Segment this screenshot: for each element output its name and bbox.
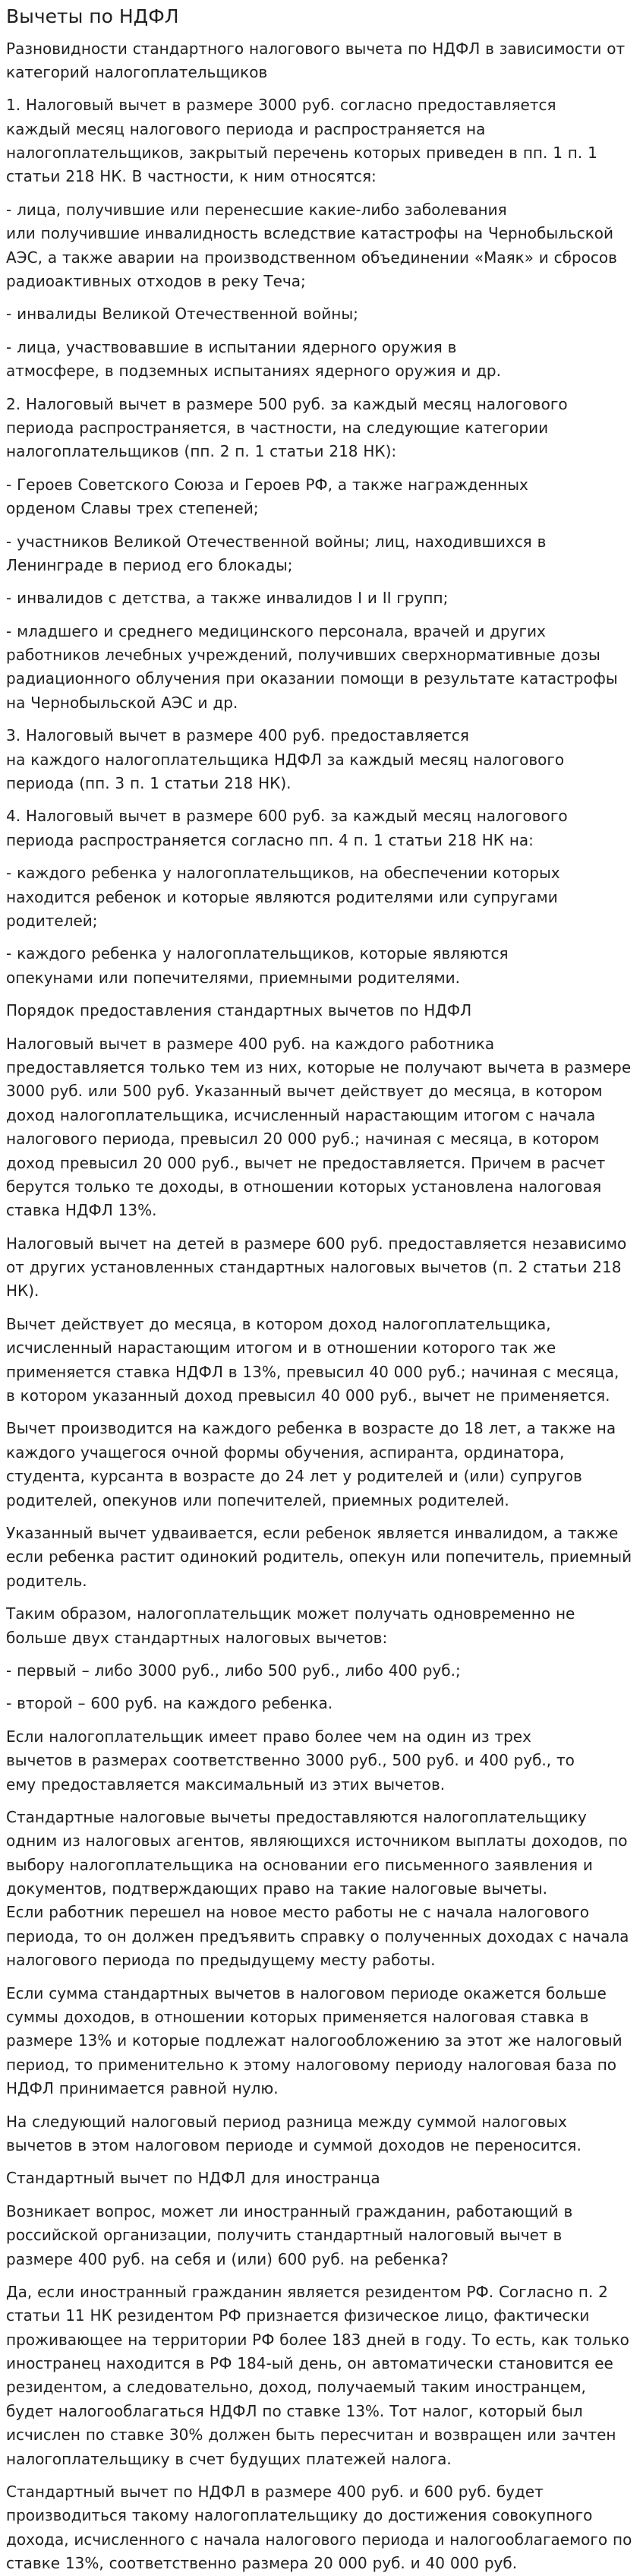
- article-body: [6, 37, 632, 2576]
- paragraph: 2. Налоговый вычет в размере 500 руб. за каждый месяц налогового периода распространяется, в частности, на следующие категории налогоплательщиков (пп. 2 п. 1 статьи 218 НК):: [6, 394, 568, 461]
- paragraph: - каждого ребенка у налогоплательщиков, на обеспечении которых находится ребенок и которые являются родителями или супругами родителей;: [6, 864, 560, 930]
- paragraph: - лица, получившие или перенесшие какие-либо заболевания или получившие инвалидность вследствие катастрофы на Чернобыльской АЭС, а также аварии на производственном объединении «Маяк» и сбросов радиоактивных отходов в реку Теча;: [6, 200, 617, 291]
- paragraph: Таким образом, налогоплательщик может получать одновременно не больше двух стандартных налоговых вычетов:: [6, 1604, 575, 1647]
- page-title: Вычеты по НДФЛ: [6, 5, 179, 27]
- paragraph: Вычет производится на каждого ребенка в возрасте до 18 лет, а также на каждого учащегося очной формы обучения, аспиранта, ординатора, студента, курсанта в возрасте до 24 лет у родителей и (или) супругов родителей, опекунов или попечителей, приемных родителей.: [6, 1419, 616, 1509]
- section-heading: Стандартный вычет по НДФЛ для иностранца: [6, 2169, 380, 2188]
- paragraph: Указанный вычет удваивается, если ребенок является инвалидом, а также если ребенка растит одинокий родитель, опекун или попечитель, приемный родитель.: [6, 1523, 632, 1590]
- paragraph: Разновидности стандартного налогового вычета по НДФЛ в зависимости от категорий налогоплательщиков: [6, 39, 626, 81]
- paragraph: - каждого ребенка у налогоплательщиков, которые являются опекунами или попечителями, приемными родителями.: [6, 944, 509, 987]
- paragraph: 1. Налоговый вычет в размере 3000 руб. согласно предоставляется каждый месяц налогового периода и распространяется на налогоплательщиков, закрытый перечень которых приведен в пп. 1 п. 1 статьи 218 НК. В частности, к ним относятся:: [6, 96, 597, 186]
- paragraph: - инвалиды Великой Отечественной войны;: [6, 305, 358, 324]
- paragraph: Налоговый вычет в размере 400 руб. на каждого работника предоставляется только тем из них, которые не получают вычета в размере 3000 руб. или 500 руб. Указанный вычет действует до месяца, в котором доход налогоплательщика, исчисленный нарастающим итогом с начала налогового периода, превысил 20 000 руб.; начиная с месяца, в котором доход превысил 20 000 руб., вычет не предоставляется. Причем в расчет берутся только те доходы, в отношении которых установлена налоговая ставка НДФЛ 13%.: [6, 1034, 632, 1220]
- paragraph: На следующий налоговый период разница между суммой налоговых вычетов в этом налоговом периоде и суммой доходов не переносится.: [6, 2112, 582, 2154]
- paragraph: - первый – либо 3000 руб., либо 500 руб., либо 400 руб.;: [6, 1661, 461, 1680]
- paragraph: Да, если иностранный гражданин является резидентом РФ. Согласно п. 2 статьи 11 НК резидентом РФ признается физическое лицо, фактически проживающее на территории РФ более 183 дней в году. То есть, как только иностранец находится в РФ 184-ый день, он автоматически становится ее резидентом, а следовательно, доход, получаемый таким иностранцем, будет налогооблагаться НДФЛ по ставке 13%. Тот налог, который был исчислен по ставке 30% должен быть пересчитан и возвращен или зачтен налогоплательщику в счет будущих платежей налога.: [6, 2282, 629, 2468]
- paragraph: - Героев Советского Союза и Героев РФ, а также награжденных орденом Славы трех степеней;: [6, 475, 528, 518]
- paragraph: Вычет действует до месяца, в котором доход налогоплательщика, исчисленный нарастающим итогом и в отношении которого так же применяется ставка НДФЛ в 13%, превысил 40 000 руб.; начиная с месяца, в котором указанный доход превысил 40 000 руб., вычет не применяется.: [6, 1314, 619, 1405]
- paragraph: Если сумма стандартных вычетов в налоговом периоде окажется больше суммы доходов, в отношении которых применяется налоговая ставка в размере 13% и которые подлежат налогообложению за этот же налоговый период, то применительно к этому налоговому периоду налоговая база по НДФЛ принимается равной нулю.: [6, 1983, 623, 2098]
- paragraph: - участников Великой Отечественной войны; лиц, находившихся в Ленинграде в период его блокады;: [6, 532, 547, 574]
- paragraph: 3. Налоговый вычет в размере 400 руб. предоставляется на каждого налогоплательщика НДФЛ за каждый месяц налогового периода (пп. 3 п. 1 статьи 218 НК).: [6, 726, 565, 793]
- paragraph: Налоговый вычет на детей в размере 600 руб. предоставляется независимо от других установленных стандартных налоговых вычетов (п. 2 статьи 218 НК).: [6, 1234, 627, 1301]
- paragraph: 4. Налоговый вычет в размере 600 руб. за каждый месяц налогового периода распространяется согласно пп. 4 п. 1 статьи 218 НК на:: [6, 807, 568, 849]
- paragraph: - инвалидов с детства, а также инвалидов I и II групп;: [6, 589, 449, 608]
- section-heading: Порядок предоставления стандартных вычетов по НДФЛ: [6, 1001, 472, 1020]
- paragraph: - лица, участвовавшие в испытании ядерного оружия в атмосфере, в подземных испытаниях ядерного оружия и др.: [6, 337, 501, 381]
- paragraph: - второй – 600 руб. на каждого ребенка.: [6, 1694, 333, 1713]
- paragraph: - младшего и среднего медицинского персонала, врачей и других работников лечебных учреждений, получивших сверхнормативные дозы радиационного облучения при оказании помощи в результате катастрофы на Чернобыльской АЭС и др.: [6, 621, 618, 712]
- paragraph: Стандартные налоговые вычеты предоставляются налогоплательщику одним из налоговых агентов, являющихся источником выплаты доходов, по выбору налогоплательщика на основании его письменного заявления и документов, подтверждающих право на такие налоговые вычеты. Если работник перешел на новое место работы не с начала налогового периода, то он должен предъявить справку о полученных доходах с начала налогового периода по предыдущему месту работы.: [6, 1807, 629, 1970]
- paragraph: Если налогоплательщик имеет право более чем на один из трех вычетов в размерах соответственно 3000 руб., 500 руб. и 400 руб., то ему предоставляется максимальный из этих вычетов.: [6, 1727, 575, 1794]
- paragraph: Стандартный вычет по НДФЛ в размере 400 руб. и 600 руб. будет производиться такому налогоплательщику до достижения совокупного дохода, исчисленного с начала налогового периода и налогооблагаемого по ставке 13%, соответственно размера 20 000 руб. и 40 000 руб.: [6, 2483, 632, 2573]
- paragraph: Возникает вопрос, может ли иностранный гражданин, работающий в российской организации, получить стандартный налоговый вычет в размере 400 руб. на себя и (или) 600 руб. на ребенка?: [6, 2201, 573, 2268]
